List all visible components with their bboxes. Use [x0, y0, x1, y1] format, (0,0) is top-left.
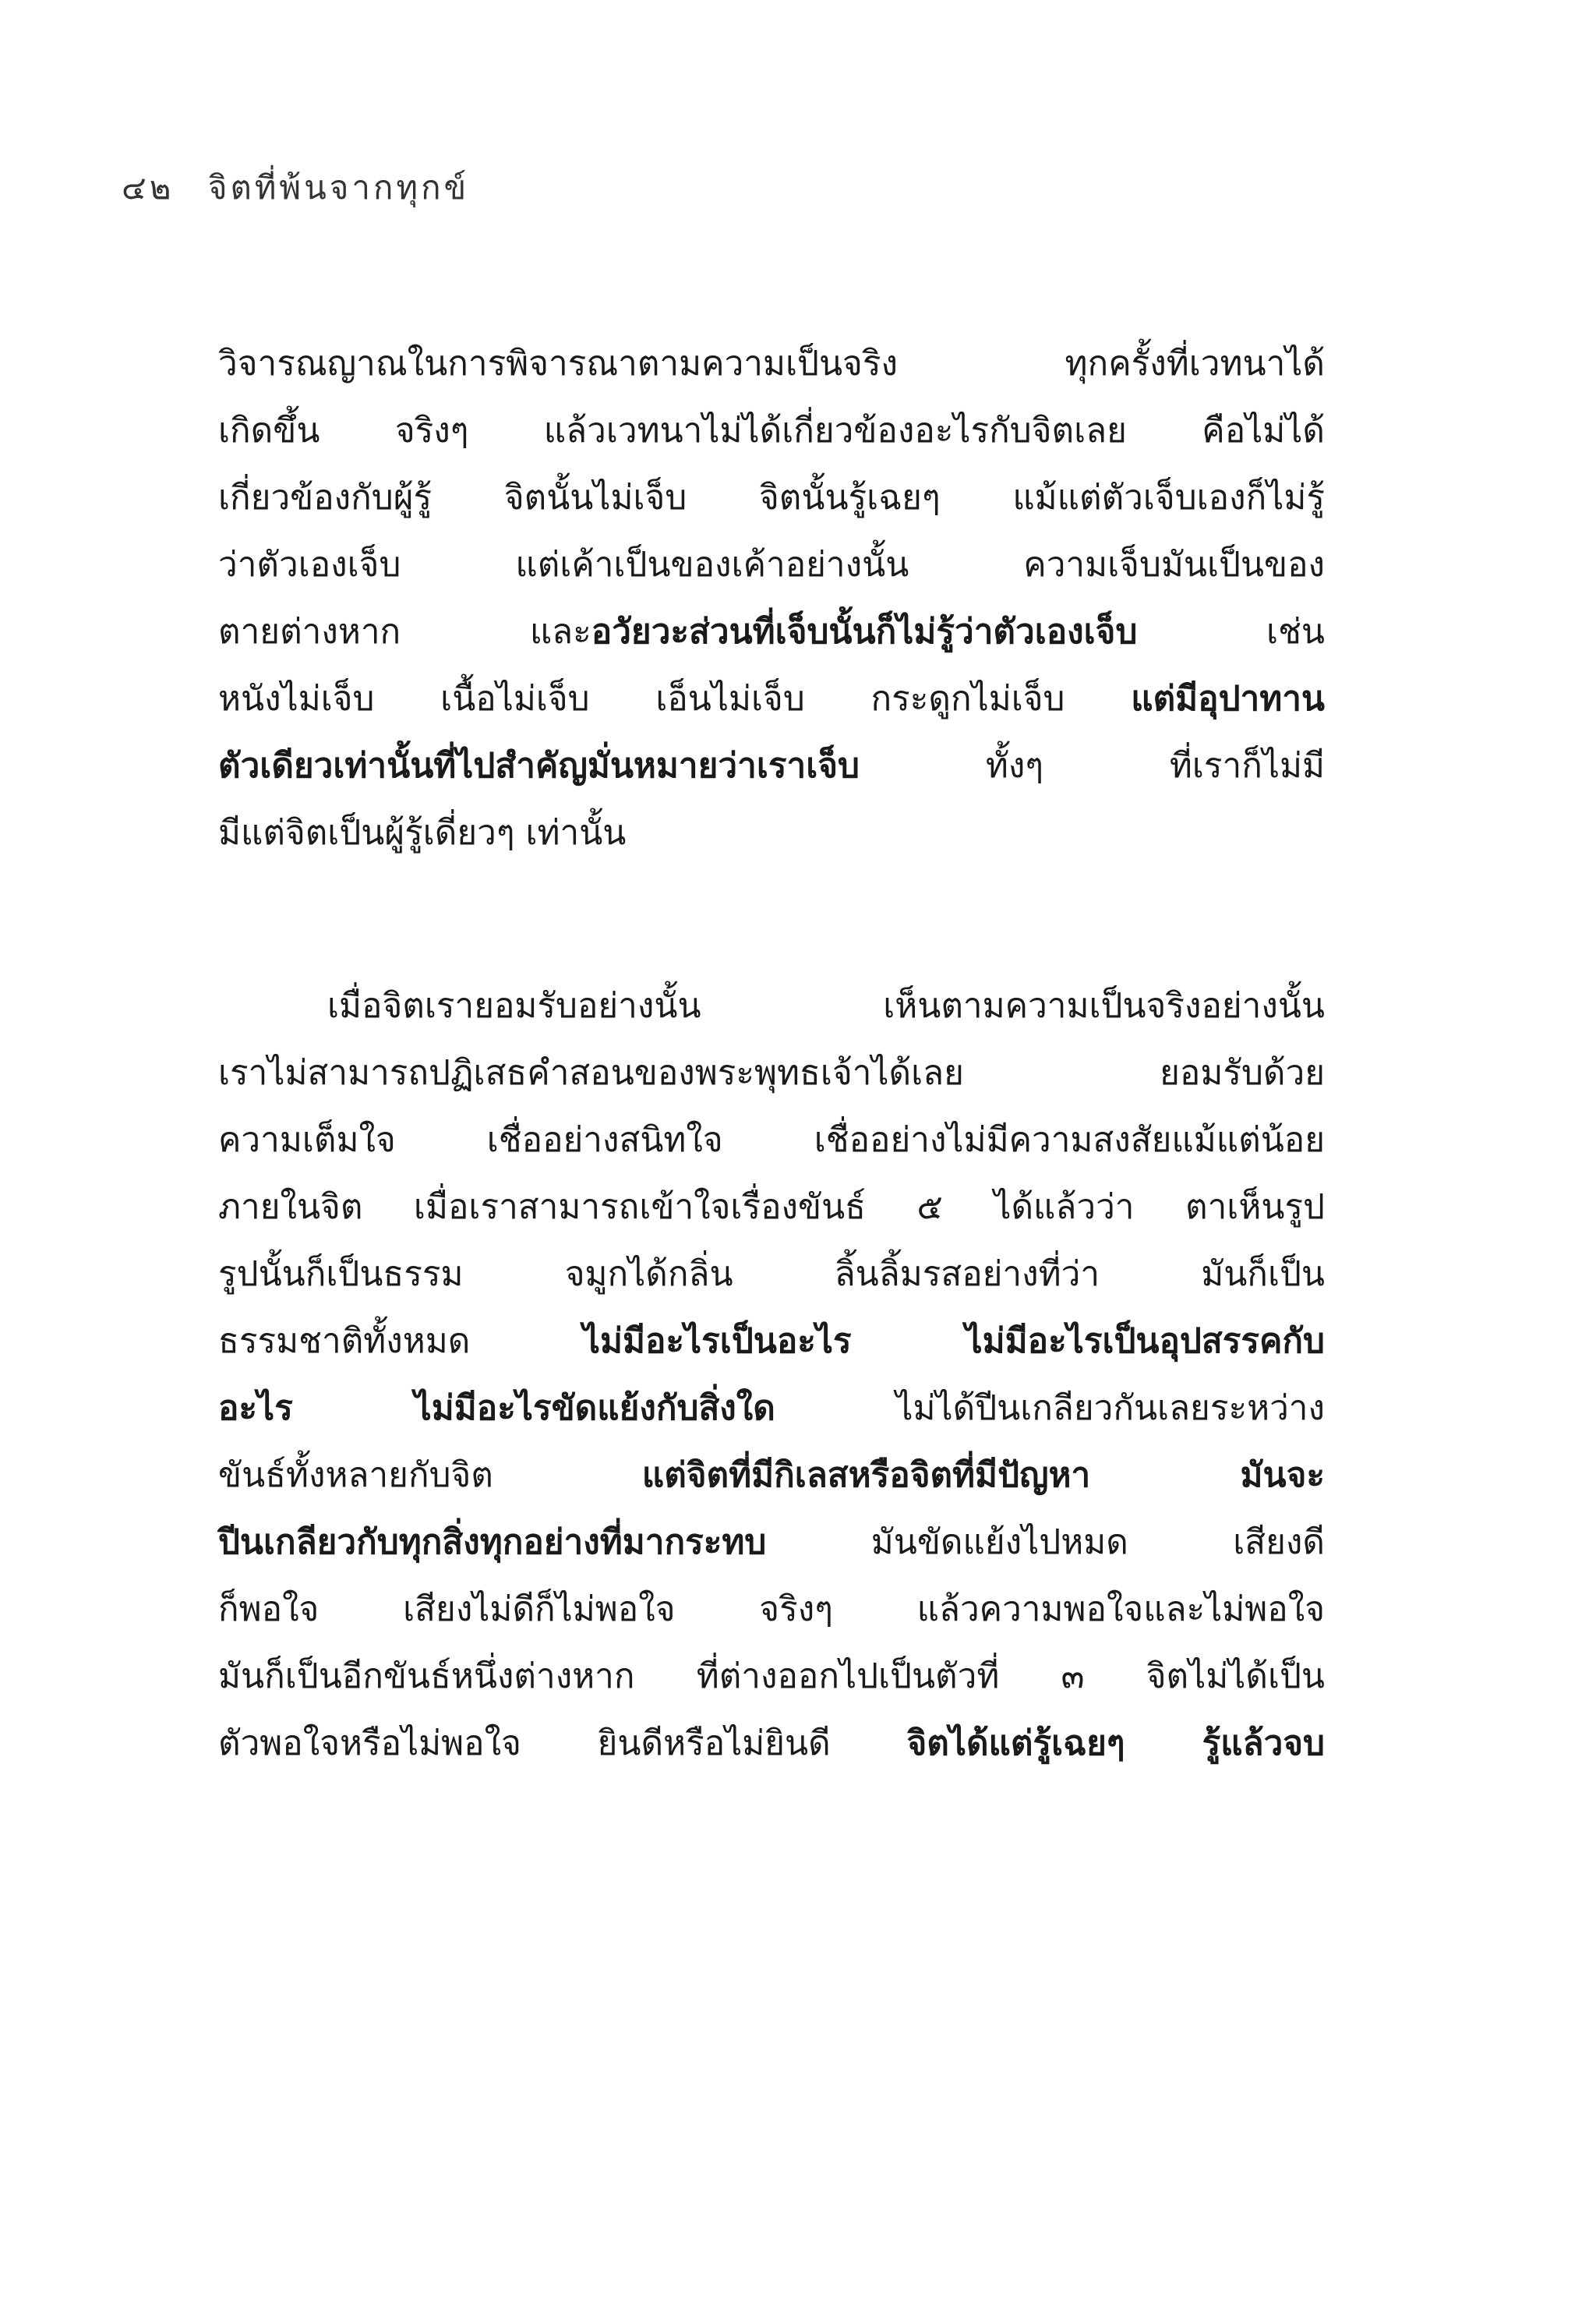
text-run: มันก็เป็นอีกขันธ์หนึ่งต่างหาก ที่ต่างออกไปเป็นตัวที่ ๓ จิตไม่ได้เป็น	[218, 1656, 1325, 1696]
text-line	[218, 1576, 1325, 1643]
text-run: รูปนั้นก็เป็นธรรม จมูกได้กลิ่น ลิ้นลิ้มรสอย่างที่ว่า มันก็เป็น	[218, 1254, 1325, 1294]
text-run: เช่น	[1137, 612, 1326, 652]
text-run: หนังไม่เจ็บ เนื้อไม่เจ็บ เอ็นไม่เจ็บ กระดูกไม่เจ็บ	[218, 679, 1132, 719]
body-text	[218, 331, 1325, 1777]
bold-text-run: ไม่มีอะไรเป็นอะไร ไม่มีอะไรเป็นอุปสรรคกับ	[582, 1321, 1325, 1361]
paragraph-1	[218, 331, 1325, 867]
text-line	[218, 800, 1325, 867]
text-run: ก็พอใจ เสียงไม่ดีก็ไม่พอใจ จริงๆ แล้วความพอใจและไม่พอใจ	[218, 1589, 1325, 1629]
text-run: เกิดขึ้น จริงๆ แล้วเวทนาไม่ได้เกี่ยวข้องอะไรกับจิตเลย คือไม่ได้	[218, 411, 1325, 451]
bold-text-run: ปีนเกลียวกับทุกสิ่งทุกอย่างที่มากระทบ	[218, 1522, 767, 1562]
text-line	[218, 465, 1325, 532]
text-line	[218, 599, 1325, 666]
text-run: ขันธ์ทั้งหลายกับจิต	[218, 1455, 642, 1495]
bold-text-run: อวัยวะส่วนที่เจ็บนั้นก็ไม่รู้ว่าตัวเองเจ็บ	[591, 612, 1138, 652]
text-run: วิจารณญาณในการพิจารณาตามความเป็นจริง ทุกครั้งที่เวทนาได้	[218, 344, 1325, 384]
text-run: ตายต่างหาก และ	[218, 612, 591, 652]
bold-text-run: แต่จิตที่มีกิเลสหรือจิตที่มีปัญหา มันจะ	[641, 1455, 1325, 1495]
text-run: เกี่ยวข้องกับผู้รู้ จิตนั้นไม่เจ็บ จิตนั้นรู้เฉยๆ แม้แต่ตัวเจ็บเองก็ไม่รู้	[218, 478, 1325, 518]
page-header	[122, 162, 469, 214]
text-run: เมื่อจิตเรายอมรับอย่างนั้น เห็นตามความเป็นจริงอย่างนั้น	[327, 986, 1325, 1026]
text-run: ทั้งๆ ที่เราก็ไม่มี	[859, 746, 1325, 786]
text-run: เราไม่สามารถปฏิเสธคำสอนของพระพุทธเจ้าได้เลย ยอมรับด้วย	[218, 1053, 1325, 1093]
text-line	[218, 1107, 1325, 1174]
text-line	[218, 1643, 1325, 1710]
text-line	[218, 1375, 1325, 1442]
text-line	[218, 1509, 1325, 1576]
bold-text-run: อะไร ไม่มีอะไรขัดแย้งกับสิ่งใด	[218, 1388, 775, 1428]
text-run: ธรรมชาติทั้งหมด	[218, 1321, 583, 1361]
bold-text-run: แต่มีอุปาทาน	[1131, 679, 1325, 719]
text-run: มีแต่จิตเป็นผู้รู้เดี่ยวๆ เท่านั้น	[218, 813, 627, 853]
text-line	[218, 1442, 1325, 1509]
text-run: ไม่ได้ปีนเกลียวกันเลยระหว่าง	[775, 1388, 1325, 1428]
text-run: มันขัดแย้งไปหมด เสียงดี	[766, 1522, 1325, 1562]
text-line	[218, 331, 1325, 398]
text-run: ความเต็มใจ เชื่ออย่างสนิทใจ เชื่ออย่างไม่มีความสงสัยแม้แต่น้อย	[218, 1120, 1325, 1160]
text-line	[218, 1040, 1325, 1107]
text-line	[218, 733, 1325, 800]
paragraph-2	[218, 973, 1325, 1777]
bold-text-run: จิตได้แต่รู้เฉยๆ รู้แล้วจบ	[906, 1723, 1325, 1763]
text-run: ภายในจิต เมื่อเราสามารถเข้าใจเรื่องขันธ์ ๕ ได้แล้วว่า ตาเห็นรูป	[218, 1187, 1325, 1227]
paragraph-spacer	[218, 867, 1325, 973]
text-line	[218, 532, 1325, 599]
running-title: จิตที่พ้นจากทุกข์	[207, 168, 470, 207]
text-line	[218, 666, 1325, 733]
text-run: ตัวพอใจหรือไม่พอใจ ยินดีหรือไม่ยินดี	[218, 1723, 907, 1763]
text-line	[218, 1710, 1325, 1777]
text-line	[218, 1174, 1325, 1241]
text-line	[218, 398, 1325, 465]
text-run: ว่าตัวเองเจ็บ แต่เค้าเป็นของเค้าอย่างนั้น ความเจ็บมันเป็นของ	[218, 545, 1325, 585]
page-number: ๔๒	[122, 168, 175, 207]
text-line	[218, 1241, 1325, 1308]
text-line	[218, 973, 1325, 1040]
bold-text-run: ตัวเดียวเท่านั้นที่ไปสำคัญมั่นหมายว่าเราเจ็บ	[218, 746, 860, 786]
text-line	[218, 1308, 1325, 1375]
